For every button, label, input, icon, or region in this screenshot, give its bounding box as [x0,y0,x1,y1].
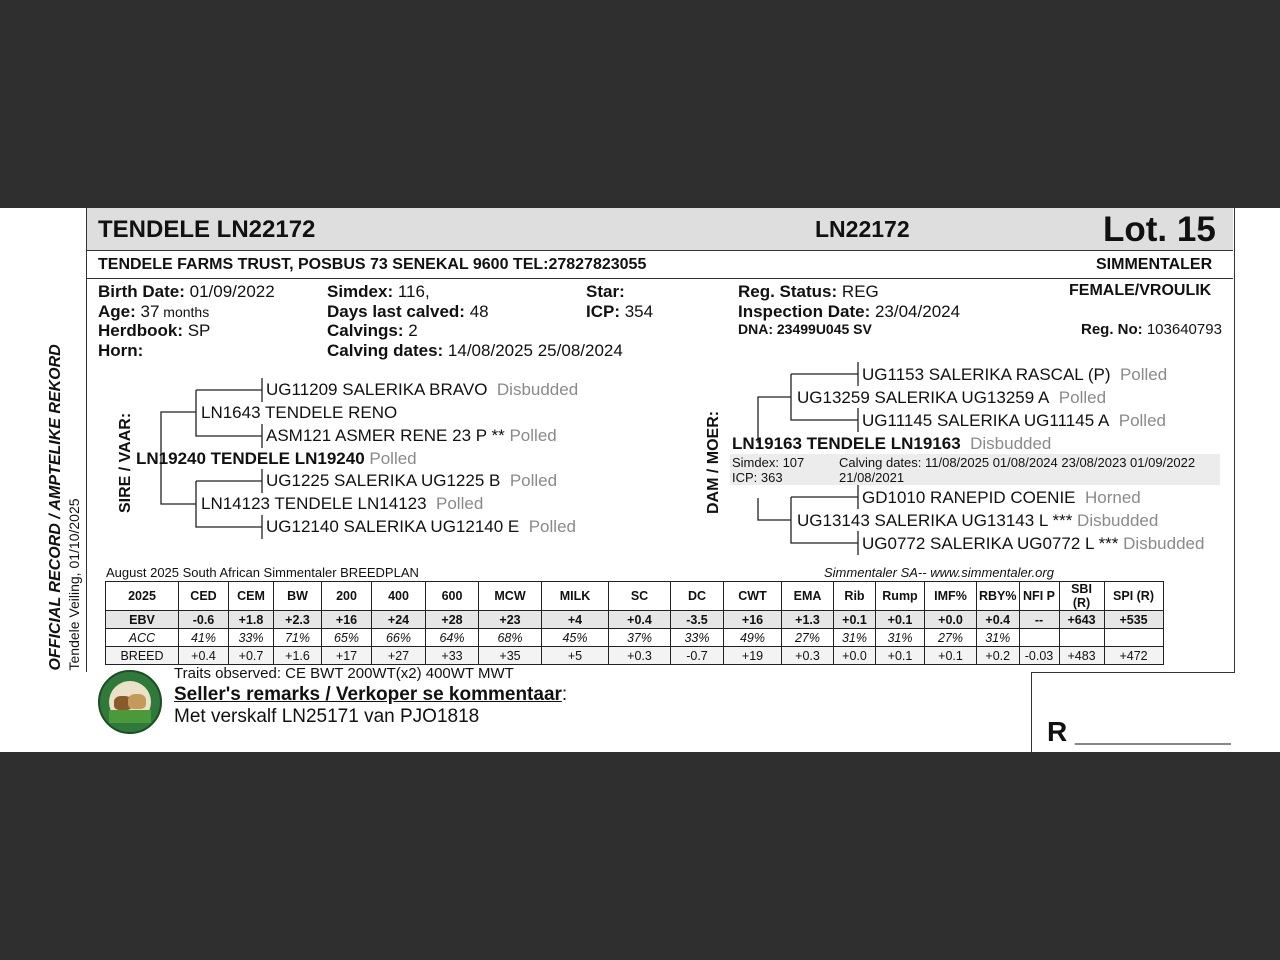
sex: FEMALE/VROULIK [1069,282,1212,299]
birth-date: Birth Date: 01/09/2022 [98,282,275,301]
dam-sire-dam: UG11145 SALERIKA UG11145 A Polled [862,411,1166,430]
table-cell: CWT [724,582,782,611]
table-cell: 33% [229,629,274,647]
traits-observed: Traits observed: CE BWT 200WT(x2) 400WT MWT [174,665,514,682]
table-cell: +0.1 [925,647,977,665]
table-cell: +0.1 [876,647,925,665]
price-field[interactable]: R __________ [1047,716,1231,747]
table-cell: 49% [724,629,782,647]
table-cell: 33% [671,629,724,647]
dam-calving-dates: Calving dates: 11/08/2025 01/08/2024 23/08/2023 01/09/2022 [839,455,1196,470]
table-cell: -- [1019,611,1059,629]
lot-card [0,208,1280,752]
table-cell: -0.03 [1019,647,1059,665]
table-cell: +472 [1104,647,1163,665]
table-cell: 41% [179,629,229,647]
table-cell: +0.3 [609,647,671,665]
table-cell: DC [671,582,724,611]
table-cell: 31% [834,629,876,647]
table-cell: +643 [1059,611,1104,629]
table-cell: 600 [426,582,479,611]
sire-dam: ASM121 ASMER RENE 23 P ** Polled [266,426,557,445]
table-cell: +28 [426,611,479,629]
table-cell: MCW [479,582,542,611]
dam-animal: LN19163 TENDELE LN19163 Disbudded [732,434,1052,453]
table-cell: MILK [542,582,609,611]
table-cell: EBV [106,611,179,629]
table-cell: EMA [782,582,834,611]
table-cell: 2025 [106,582,179,611]
table-cell: +0.0 [925,611,977,629]
dam-dam-dam: UG0772 SALERIKA UG0772 L *** Disbudded [862,534,1205,553]
table-cell: 65% [322,629,372,647]
auction-label: Tendele Veiling, 01/10/2025 [66,498,82,671]
table-cell: +2.3 [274,611,322,629]
calvings: Calvings: 2 [327,321,418,340]
table-cell: 64% [426,629,479,647]
table-cell: SBI (R) [1059,582,1104,611]
table-cell: Rib [834,582,876,611]
table-cell: +1.3 [782,611,834,629]
table-cell: +19 [724,647,782,665]
table-cell: +0.3 [782,647,834,665]
table-cell: +0.7 [229,647,274,665]
table-cell: +0.1 [834,611,876,629]
reg-no: Reg. No: 103640793 [1081,321,1222,338]
table-row-breed [106,647,1164,665]
table-cell: -3.5 [671,611,724,629]
table-cell: +0.4 [609,611,671,629]
table-cell: -0.6 [179,611,229,629]
table-cell: CEM [229,582,274,611]
table-cell: 200 [322,582,372,611]
dam-of-sire-dam: UG12140 SALERIKA UG12140 E Polled [266,517,576,536]
sire-animal: LN19240 TENDELE LN19240 Polled [136,449,417,468]
dam-sire: UG13259 SALERIKA UG13259 A Polled [797,388,1107,407]
breedplan-title: August 2025 South African Simmentaler BREEDPLAN [106,565,419,580]
table-cell [1019,629,1059,647]
table-row-acc [106,629,1164,647]
table-cell: +0.0 [834,647,876,665]
table-cell: SPI (R) [1104,582,1163,611]
table-cell: +23 [479,611,542,629]
dam-of-sire: LN14123 TENDELE LN14123 Polled [201,494,484,513]
table-cell [1104,629,1163,647]
table-cell: +4 [542,611,609,629]
table-cell: +5 [542,647,609,665]
lot-number: Lot. 15 [1103,210,1216,249]
table-cell: +16 [724,611,782,629]
table-cell: 68% [479,629,542,647]
calving-dates: Calving dates: 14/08/2025 25/08/2024 [327,341,623,360]
dam-of-sire-sire: UG1225 SALERIKA UG1225 B Polled [266,471,558,490]
table-cell: +35 [479,647,542,665]
owner-line: TENDELE FARMS TRUST, POSBUS 73 SENEKAL 9600 TEL:27827823055 [98,256,647,273]
table-cell: +0.4 [179,647,229,665]
simdex: Simdex: 116, [327,282,430,301]
breed-name: SIMMENTALER [1096,256,1213,273]
table-cell: -0.7 [671,647,724,665]
table-cell: +16 [322,611,372,629]
ebv-table [105,581,1164,665]
table-cell: 45% [542,629,609,647]
table-cell: 31% [977,629,1020,647]
table-cell: 27% [782,629,834,647]
table-cell: +483 [1059,647,1104,665]
table-cell: CED [179,582,229,611]
table-row-ebv [106,611,1164,629]
seller-remarks: Met verskalf LN25171 van PJO1818 [174,706,480,727]
horn-label: Horn: [98,341,144,360]
table-cell: 66% [372,629,426,647]
star-label: Star: [586,282,625,301]
table-cell: +1.8 [229,611,274,629]
table-cell: RBY% [977,582,1020,611]
table-cell: +0.1 [876,611,925,629]
reg-status: Reg. Status: REG [738,282,879,301]
table-cell [1059,629,1104,647]
dam-sire-sire: UG1153 SALERIKA RASCAL (P) Polled [862,365,1168,384]
table-cell: +27 [372,647,426,665]
sire-label: SIRE / VAAR: [117,412,134,513]
table-cell: SC [609,582,671,611]
table-cell: BW [274,582,322,611]
table-cell: NFI P [1019,582,1059,611]
table-cell: Rump [876,582,925,611]
dam-icp: ICP: 363 [732,470,783,485]
animal-title: TENDELE LN22172 [98,216,316,243]
table-cell: BREED [106,647,179,665]
table-cell: 71% [274,629,322,647]
table-cell: 400 [372,582,426,611]
table-cell: +33 [426,647,479,665]
animal-code: LN22172 [815,216,910,242]
table-cell: +0.2 [977,647,1020,665]
official-record-label: OFFICIAL RECORD / AMPTELIKE REKORD [47,344,64,671]
dam-dam-sire: GD1010 RANEPID COENIE Horned [862,488,1141,507]
table-cell: +24 [372,611,426,629]
table-cell: 37% [609,629,671,647]
age: Age: 37 months [98,302,210,321]
seller-remarks-heading: Seller's remarks / Verkoper se kommentaar: [174,684,568,705]
table-cell: +0.4 [977,611,1020,629]
dna: DNA: 23499U045 SV [738,321,872,337]
dam-of-dam: UG13143 SALERIKA UG13143 L *** Disbudded [797,511,1159,530]
inspection-date: Inspection Date: 23/04/2024 [738,302,961,321]
dam-calving-dates-2: 21/08/2021 [839,470,905,485]
table-cell: 31% [876,629,925,647]
table-header-row [106,582,1164,611]
table-cell: 27% [925,629,977,647]
table-cell: +1.6 [274,647,322,665]
herdbook: Herdbook: SP [98,321,211,340]
sire-sire: UG11209 SALERIKA BRAVO Disbudded [266,380,579,399]
sire-of-sire: LN1643 TENDELE RENO [201,403,398,422]
icp: ICP: 354 [586,302,654,321]
simmentaler-logo [98,670,162,734]
dam-label: DAM / MOER: [705,410,722,514]
table-cell: +535 [1104,611,1163,629]
table-cell: ACC [106,629,179,647]
days-last-calved: Days last calved: 48 [327,302,489,321]
dam-simdex: Simdex: 107 [732,455,805,470]
table-cell: IMF% [925,582,977,611]
table-cell: +17 [322,647,372,665]
breedplan-site: Simmentaler SA-- www.simmentaler.org [824,565,1054,580]
